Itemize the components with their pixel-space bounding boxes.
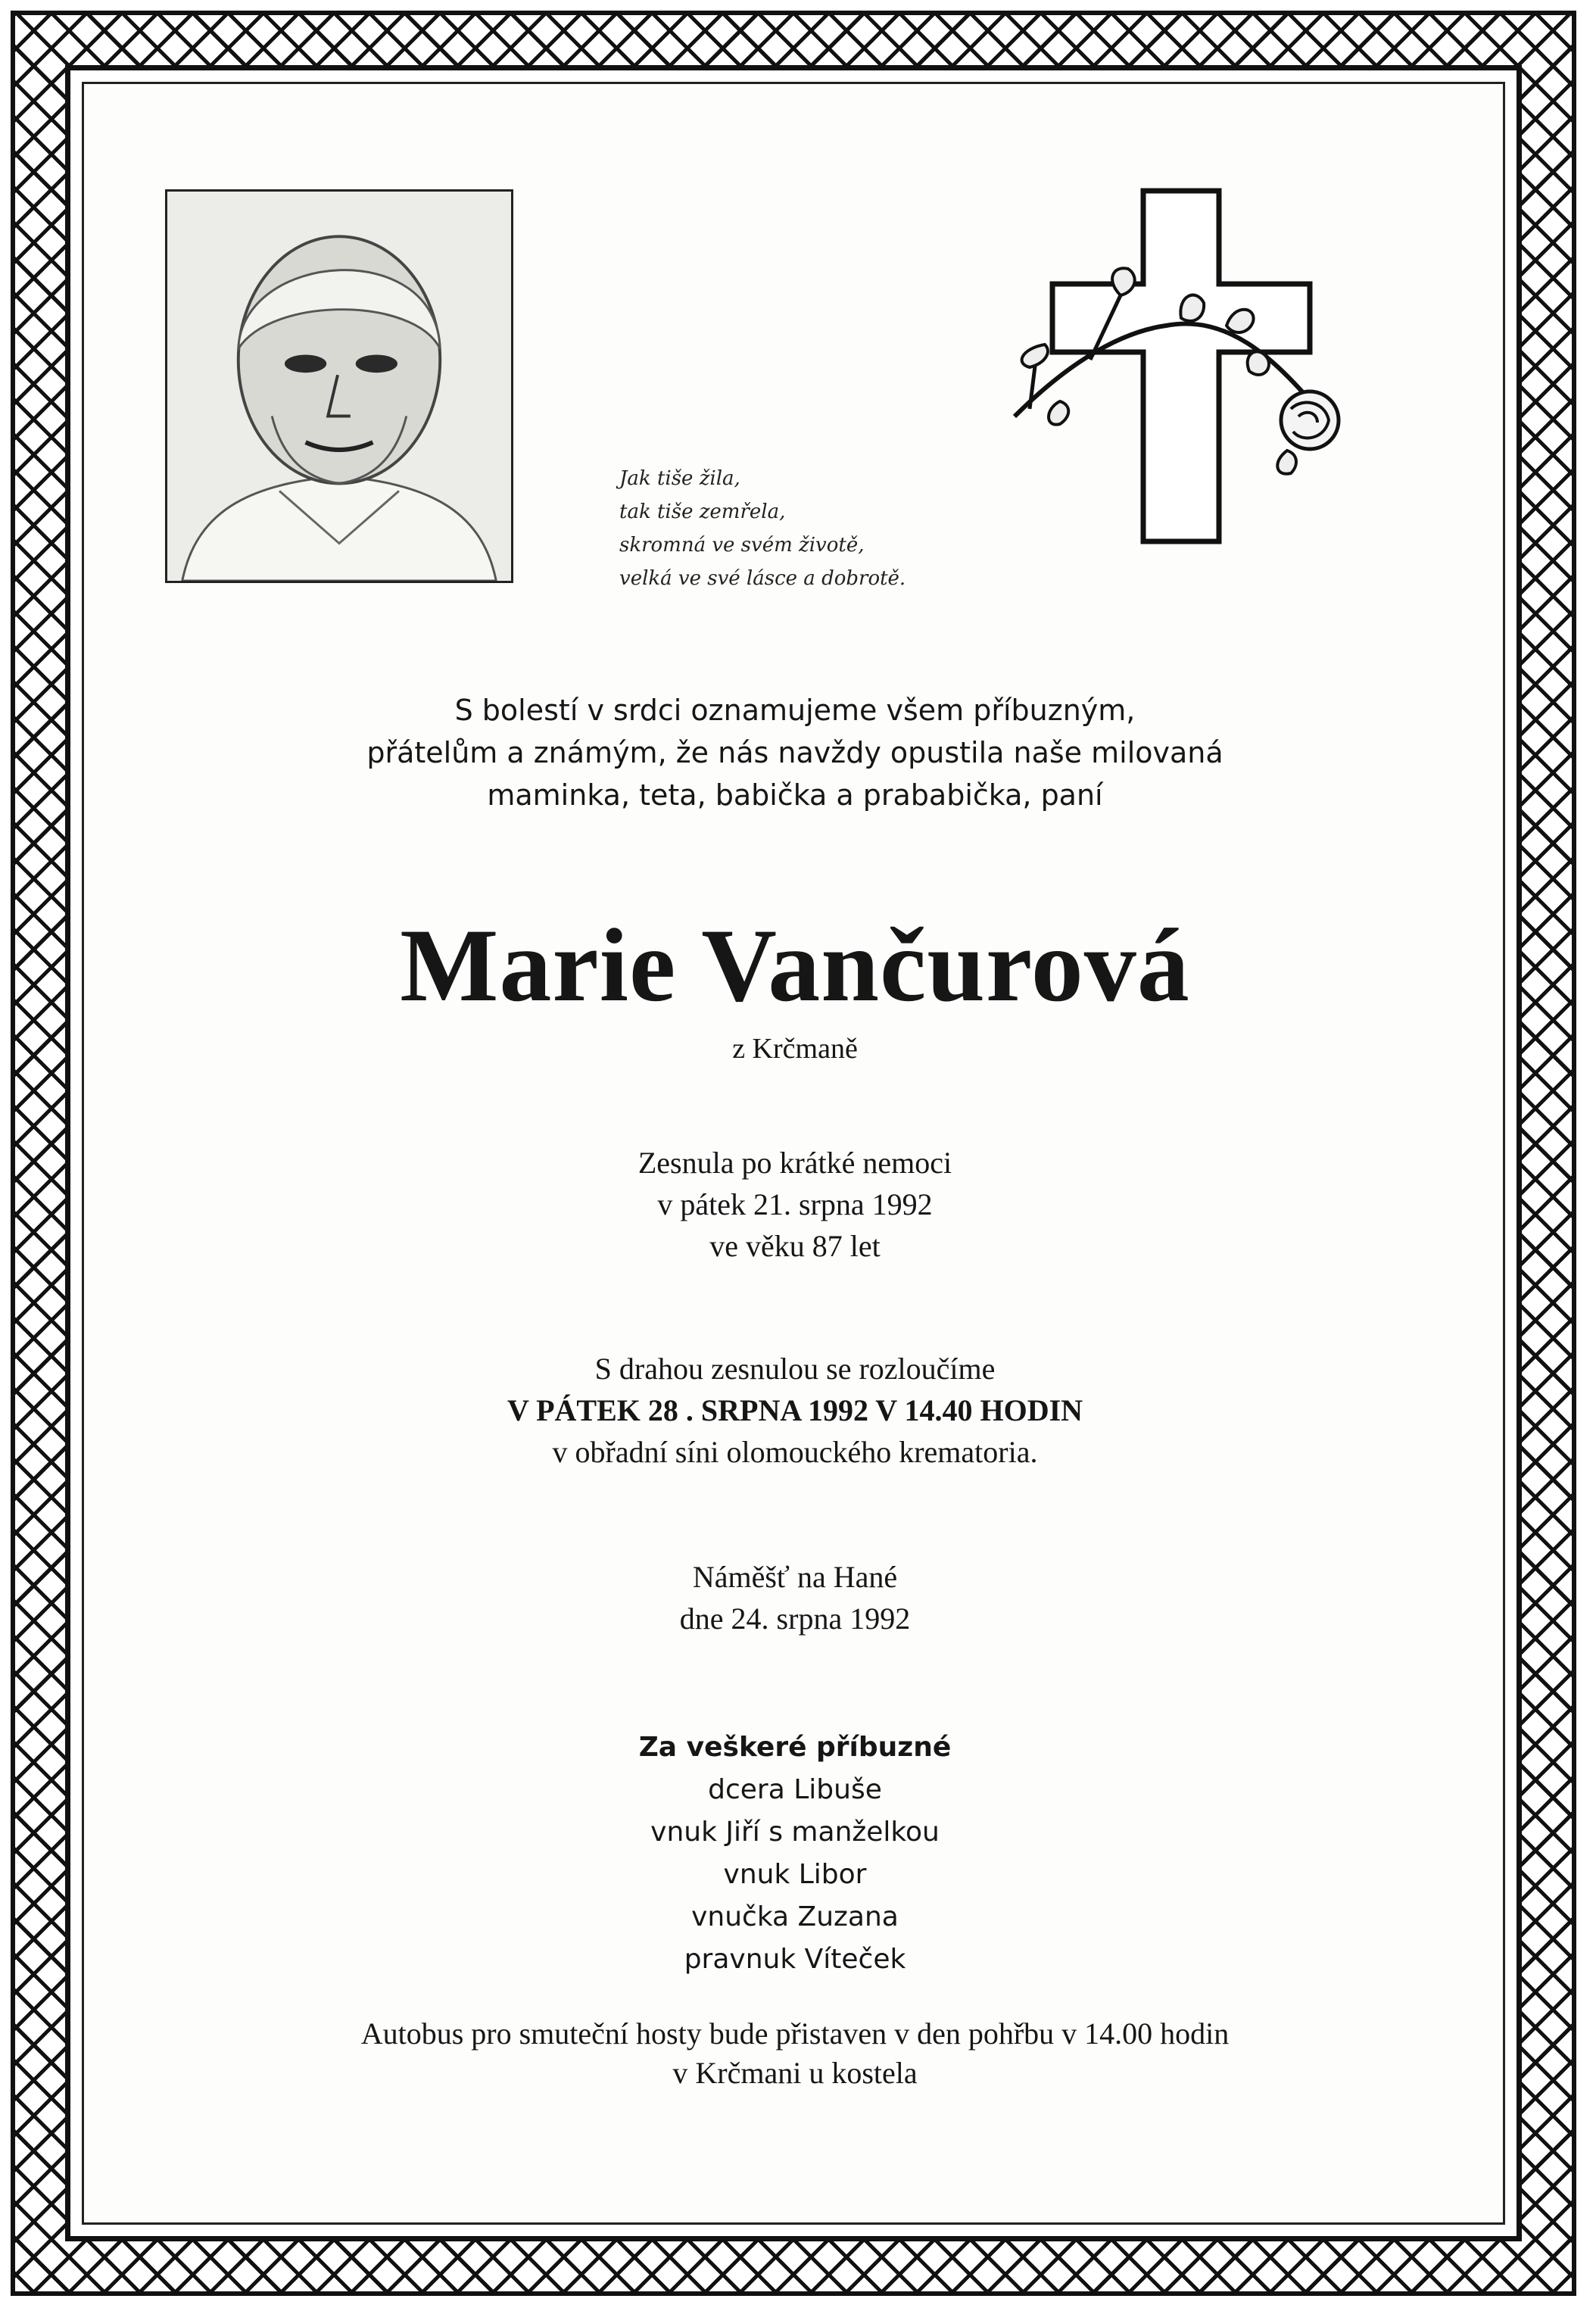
family-member: pravnuk Víteček [684, 1944, 906, 1975]
poem-line: Jak tiše žila, [619, 467, 740, 490]
death-info-line: Zesnula po krátké nemoci [637, 1146, 952, 1180]
place-and-date [167, 1556, 1423, 1639]
farewell-info [167, 1348, 1423, 1473]
poem-line: skromná ve svém životě, [619, 534, 865, 557]
farewell-datetime: V PÁTEK 28 . SRPNA 1992 V 14.40 HODIN [507, 1393, 1083, 1427]
death-info-line: v pátek 21. srpna 1992 [657, 1187, 933, 1221]
deceased-name: Marie Vančurová [400, 907, 1190, 1023]
deceased-origin: z Krčmaně [732, 1033, 858, 1065]
family-member: vnuk Libor [723, 1859, 867, 1890]
announcement-text [167, 689, 1423, 816]
family-member: dcera Libuše [708, 1774, 882, 1805]
date: dne 24. srpna 1992 [679, 1602, 911, 1636]
place: Náměšť na Hané [692, 1560, 898, 1594]
family-member: vnuk Jiří s manželkou [650, 1817, 940, 1848]
farewell-intro: S drahou zesnulou se rozloučíme [594, 1352, 996, 1386]
poem-line: tak tiše zemřela, [619, 501, 786, 523]
bus-notice-line: v Krčmani u kostela [672, 2056, 918, 2090]
bus-notice-line: Autobus pro smuteční hosty bude přistaven v den pohřbu v 14.00 hodin [360, 2016, 1230, 2051]
portrait-photo [165, 189, 513, 583]
death-info [167, 1142, 1423, 1267]
announcement-line: maminka, teta, babička a prababička, paní [487, 778, 1103, 812]
bus-notice [167, 2014, 1423, 2093]
family-list [167, 1726, 1423, 1981]
poem-line: velká ve své lásce a dobrotě. [619, 567, 906, 590]
death-info-line: ve věku 87 let [709, 1229, 881, 1263]
announcement-line: S bolestí v srdci oznamujeme všem příbuzným, [454, 694, 1136, 727]
poem-quote [619, 462, 1013, 595]
family-heading: Za veškeré příbuzné [638, 1732, 952, 1763]
announcement-line: přátelům a známým, že nás navždy opustila naše milovaná [366, 736, 1223, 769]
cross-with-rose-icon [999, 182, 1355, 553]
family-member: vnučka Zuzana [691, 1901, 899, 1932]
farewell-location: v obřadní síni olomouckého krematoria. [552, 1435, 1038, 1469]
